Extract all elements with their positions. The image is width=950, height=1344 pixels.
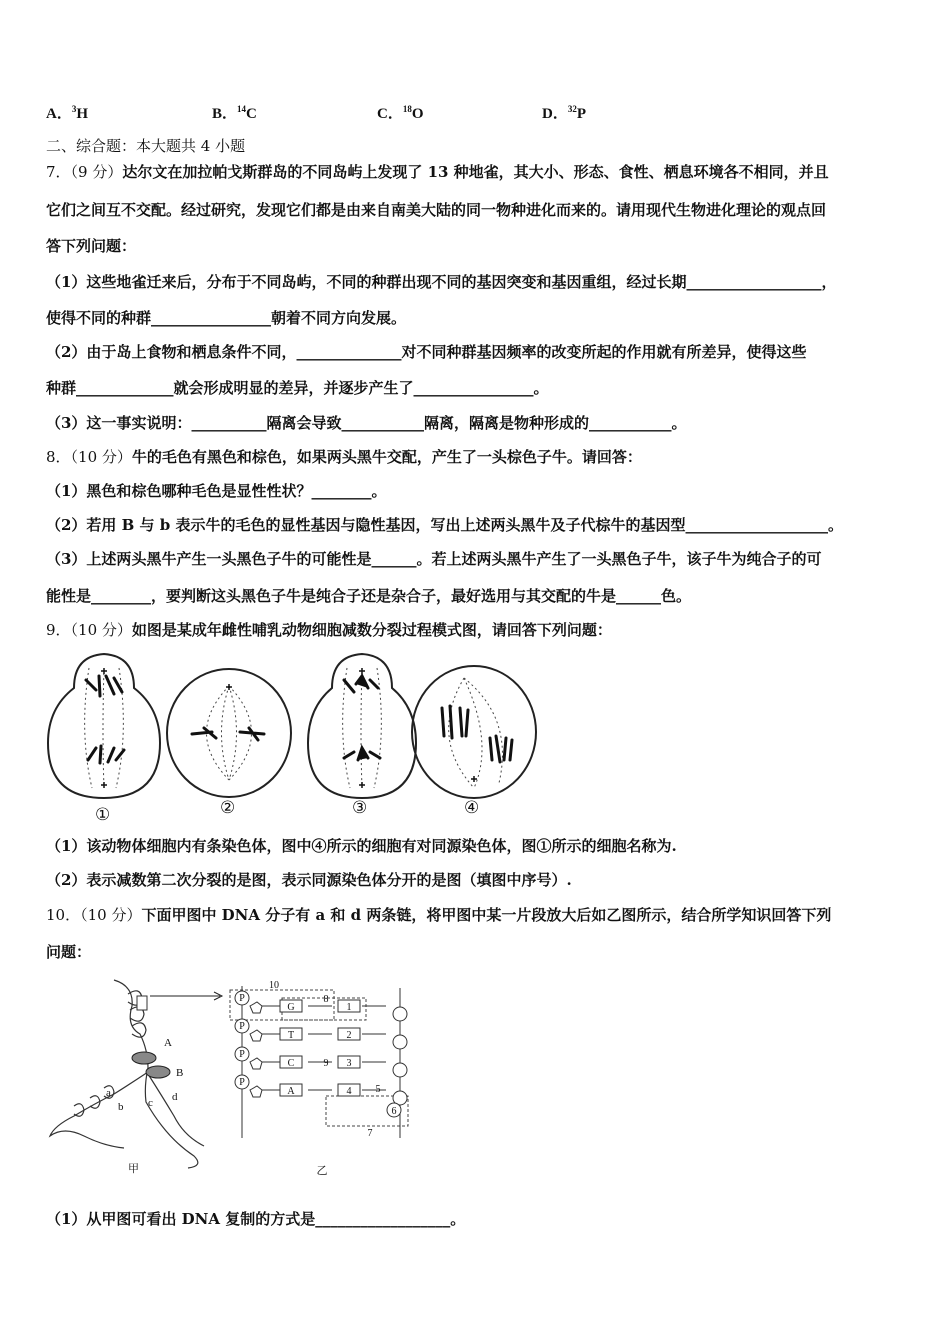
- q8-score: （10 分）: [70, 448, 132, 466]
- base-right-4: 4: [346, 1086, 352, 1097]
- section-2-title: 二、综合题：本大题共 4 小题: [46, 137, 246, 155]
- label-b: b: [118, 1101, 124, 1113]
- enzyme-b: [146, 1066, 170, 1078]
- label-6: 6: [391, 1106, 397, 1117]
- base-right-3: 3: [346, 1058, 352, 1069]
- label-d: d: [172, 1091, 178, 1103]
- q10-stem-line1: 10．（10 分）下面甲图中 DNA 分子有 a 和 d 两条链，将甲图中某一片段放大后如乙图所示，结合所学知识回答下列: [46, 906, 832, 924]
- q7-score: （9 分）: [70, 163, 123, 181]
- q7-part1-line1: （1）这些地雀迁来后，分布于不同岛屿，不同的种群出现不同的基因突变和基因重组，经过长期__________________，: [46, 273, 837, 291]
- figure-label-3: ③: [352, 798, 368, 818]
- phosphate-3: P: [239, 1049, 245, 1060]
- dna-replication-figure-jia: [44, 976, 234, 1176]
- q7-stem-line3: 答下列问题：: [46, 237, 137, 255]
- q9-number: 9．: [46, 621, 71, 639]
- label-A: A: [164, 1037, 172, 1049]
- q10-part1: （1）从甲图可看出 DNA 复制的方式是__________________。: [46, 1210, 466, 1228]
- figure-label-4: ④: [464, 798, 480, 818]
- q10-stem-line2: 问题：: [46, 943, 92, 961]
- label-8: 8: [323, 994, 329, 1005]
- phosphate-2: P: [239, 1021, 245, 1032]
- base-left-2: T: [287, 1030, 295, 1041]
- cell-3-chromosomes-bottom: [344, 748, 380, 760]
- option-d: D．$^{32}$P: [542, 104, 587, 122]
- label-5: 5: [375, 1084, 381, 1095]
- q8-part3-line2: 能性是________，要判断这头黑色子牛是纯合子还是杂合子，最好选用与其交配的牛是______色。: [46, 587, 692, 605]
- option-c: C．$^{18}$O: [377, 104, 424, 122]
- arrow-figure: [148, 990, 228, 1002]
- q7-part3: （3）这一事实说明：__________隔离会导致___________隔离，隔离是物种形成的___________。: [46, 414, 687, 432]
- cell-4-chromosomes: [442, 706, 512, 762]
- option-b: B．$^{14}$C: [212, 104, 257, 122]
- q7-stem-line1: 7．（9 分）达尔文在加拉帕戈斯群岛的不同岛屿上发现了 13 种地雀，其大小、形态、食性、栖息环境各不相同，并且: [46, 163, 829, 181]
- q7-number: 7．: [46, 163, 71, 181]
- phosphate-1: P: [239, 993, 245, 1004]
- cell-1-outline: [48, 654, 160, 798]
- q10-score: （10 分）: [80, 906, 142, 924]
- q8-part2: （2）若用 B 与 b 表示牛的毛色的显性基因与隐性基因，写出上述两头黑牛及子代棕牛的基因型___________________。: [46, 516, 843, 534]
- q7-part2-line1: （2）由于岛上食物和栖息条件不同，______________对不同种群基因频率的改变所起的作用就有所差异，使得这些: [46, 343, 807, 361]
- base-left-1: G: [287, 1002, 295, 1013]
- label-10: 10: [269, 980, 279, 991]
- label-7: 7: [367, 1128, 373, 1139]
- q9-part2: （2）表示减数第二次分裂的是图，表示同源染色体分开的是图（填图中序号）.: [46, 871, 572, 889]
- figure-label-2: ②: [220, 798, 236, 818]
- caption-yi: 乙: [316, 1165, 328, 1177]
- q9-score: （10 分）: [70, 621, 132, 639]
- q9-part1: （1）该动物体细胞内有条染色体，图中④所示的细胞有对同源染色体，图①所示的细胞名称为.: [46, 837, 677, 855]
- label-B: B: [176, 1067, 184, 1079]
- meiosis-figure: [44, 648, 544, 822]
- figure-label-1: ①: [95, 805, 111, 822]
- q8-stem: 8．（10 分）牛的毛色有黑色和棕色，如果两头黑牛交配，产生了一头棕色子牛。请回答：: [46, 448, 642, 466]
- q8-part3-line1: （3）上述两头黑牛产生一头黑色子牛的可能性是______。若上述两头黑牛产生了一头黑色子牛，该子牛为纯合子的可: [46, 550, 822, 568]
- label-9: 9: [323, 1058, 329, 1069]
- q7-part1-line2: 使得不同的种群________________朝着不同方向发展。: [46, 309, 407, 327]
- base-left-3: C: [287, 1058, 295, 1069]
- base-right-2: 2: [346, 1030, 352, 1041]
- dna-structure-figure-yi: [226, 978, 426, 1178]
- q9-stem: 9．（10 分）如图是某成年雌性哺乳动物细胞减数分裂过程模式图，请回答下列问题：: [46, 621, 612, 639]
- label-a: a: [106, 1087, 111, 1099]
- q10-number: 10．: [46, 906, 81, 924]
- q8-number: 8．: [46, 448, 71, 466]
- option-a: A．$^3$H: [46, 104, 89, 122]
- q8-part1: （1）黑色和棕色哪种毛色是显性性状？________。: [46, 482, 387, 500]
- q7-stem-line2: 它们之间互不交配。经过研究，发现它们都是由来自南美大陆的同一物种进化而来的。请用现代生物进化理论的观点回: [46, 201, 827, 219]
- caption-jia: 甲: [128, 1163, 139, 1175]
- cell-2-chromosomes: [192, 728, 264, 740]
- base-right-1: 1: [346, 1002, 352, 1013]
- phosphate-4: P: [239, 1077, 245, 1088]
- enzyme-a: [132, 1052, 156, 1064]
- label-c: c: [148, 1097, 153, 1109]
- q7-part2-line2: 种群_____________就会形成明显的差异，并逐步产生了________________。: [46, 379, 549, 397]
- base-left-4: A: [287, 1086, 295, 1097]
- cell-1-chromosomes-bottom: [88, 746, 124, 763]
